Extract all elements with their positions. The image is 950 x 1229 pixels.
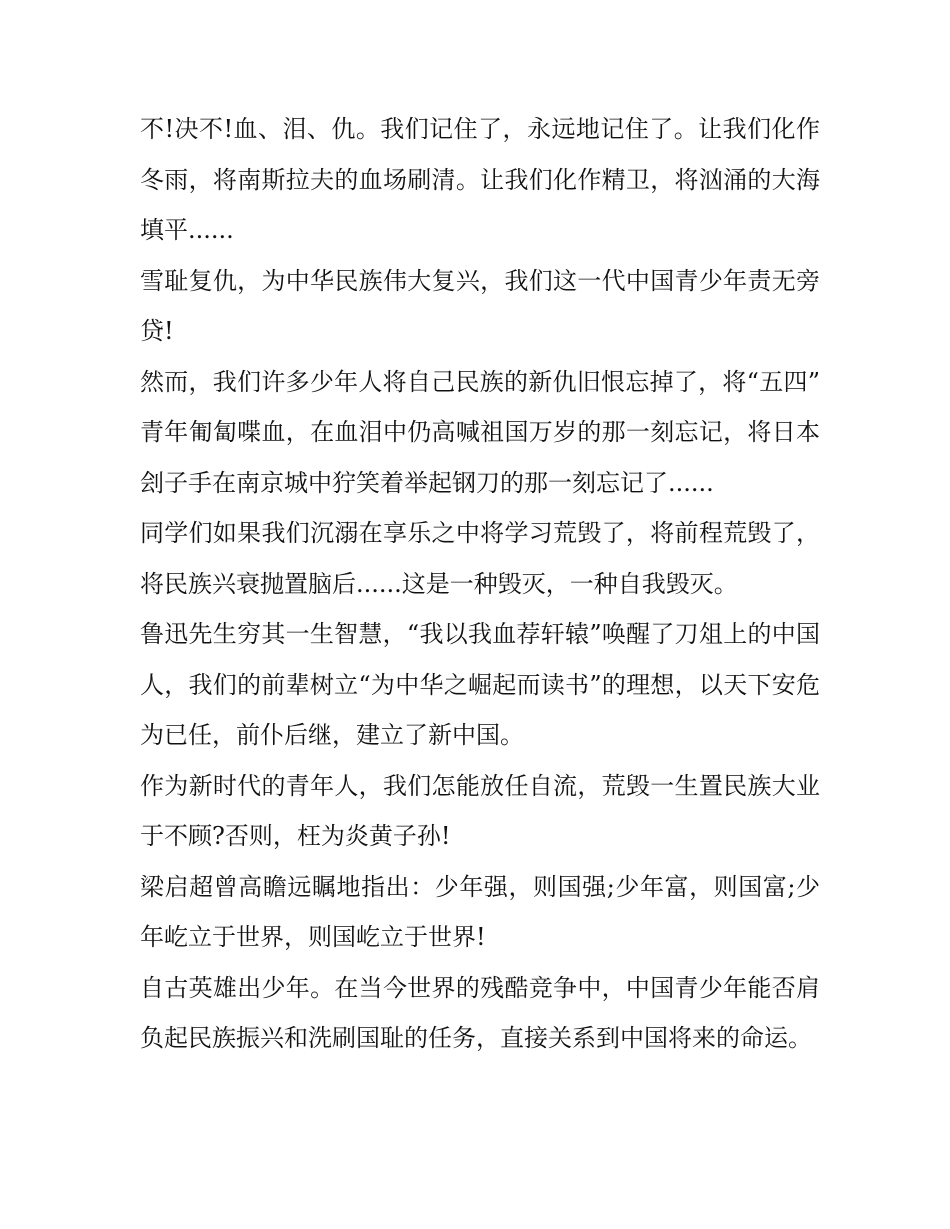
paragraph-4: 同学们如果我们沉溺在享乐之中将学习荒毁了，将前程荒毁了，将民族兴衰抛置脑后......这是一种毁灭，一种自我毁灭。 — [140, 519, 820, 598]
paragraph-2: 雪耻复仇，为中华民族伟大复兴，我们这一代中国青少年责无旁贷! — [140, 266, 820, 345]
paragraph-1: 不!决不!血、泪、仇。我们记住了，永远地记住了。让我们化作冬雨，将南斯拉夫的血场刷清。让我们化作精卫，将汹涌的大海填平...... — [140, 115, 820, 244]
paragraph-8: 自古英雄出少年。在当今世界的残酷竞争中，中国青少年能否肩负起民族振兴和洗刷国耻的任务，直接关系到中国将来的命运。 — [140, 973, 820, 1052]
paragraph-6: 作为新时代的青年人，我们怎能放任自流，荒毁一生置民族大业于不顾?否则，枉为炎黄子孙! — [140, 771, 820, 850]
document-body — [140, 104, 820, 1064]
paragraph-5: 鲁迅先生穷其一生智慧，“我以我血荐轩辕”唤醒了刀俎上的中国人，我们的前辈树立“为中华之崛起而读书”的理想，以天下安危为已任，前仆后继，建立了新中国。 — [140, 620, 820, 749]
paragraph-7: 梁启超曾高瞻远瞩地指出：少年强，则国强;少年富，则国富;少年屹立于世界，则国屹立于世界! — [140, 872, 820, 951]
paragraph-3: 然而，我们许多少年人将自己民族的新仇旧恨忘掉了，将“五四”青年匍匐喋血，在血泪中仍高喊祖国万岁的那一刻忘记，将日本刽子手在南京城中狞笑着举起钢刀的那一刻忘记了...... — [140, 367, 820, 497]
